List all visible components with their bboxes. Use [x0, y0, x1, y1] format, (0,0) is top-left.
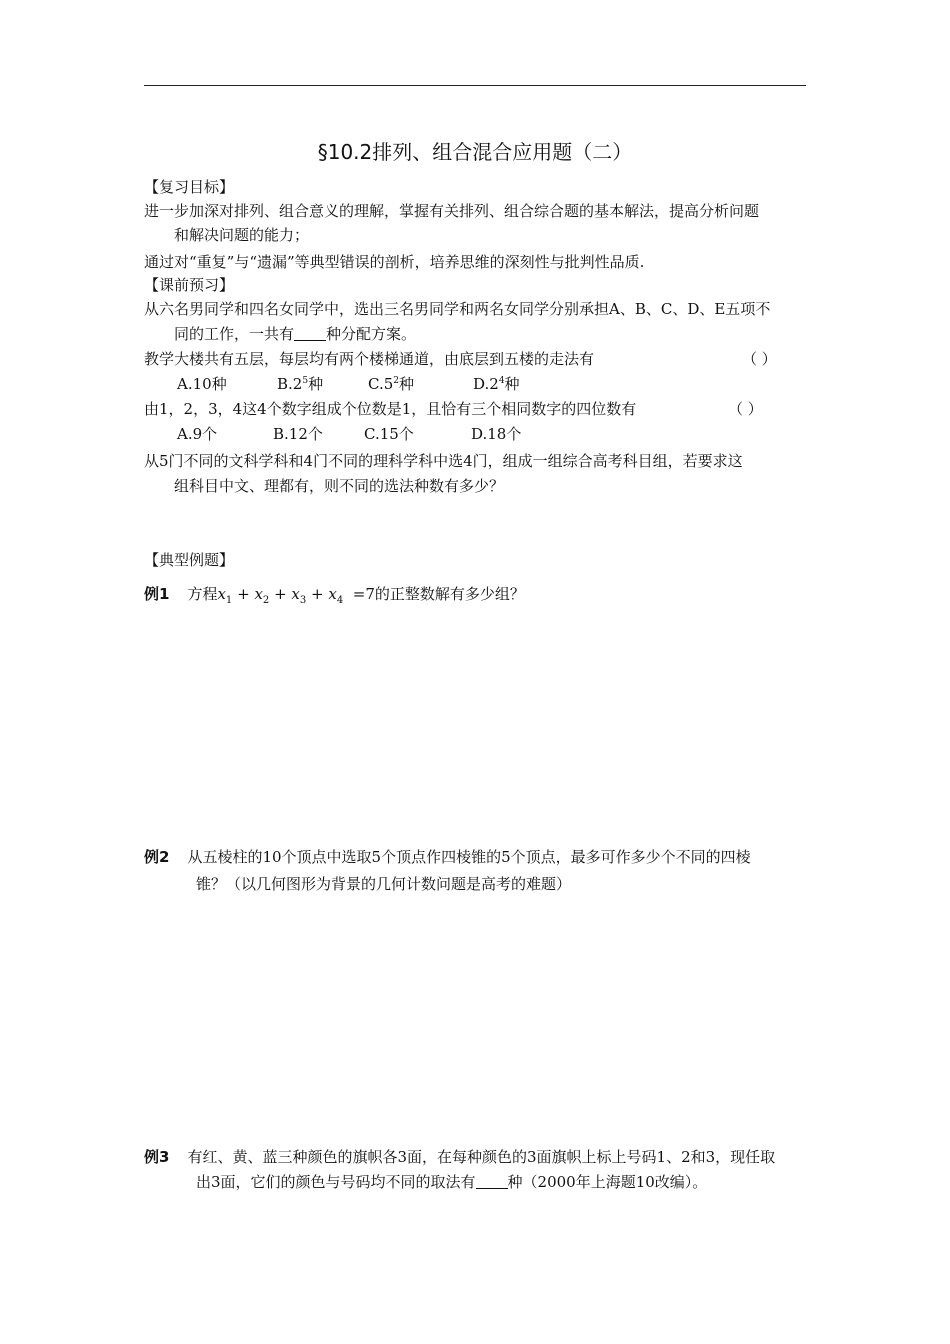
examples-heading: 【典型例题】 [144, 551, 235, 569]
preview-q4: 从5门不同的文科学科和4门不同的理科学科中选4门，组成一组综合高考科目组，若要求这 [144, 452, 743, 470]
example-3 [144, 1146, 806, 1168]
example-1-equation: $x_1 + x_2 + x_3 + x_4 =7$ [217, 585, 375, 606]
preview-q1-cont [144, 323, 836, 345]
preview-heading: 【课前预习】 [144, 276, 235, 294]
example-3-text-pre: 出3面，它们的颜色与号码均不同的取法有 [196, 1173, 476, 1191]
page-title: §10.2排列、组合混合应用题（二） [317, 140, 633, 164]
review-goal-1-cont: 和解决问题的能力； [174, 226, 310, 244]
q2-option-c[interactable]: $C.5^2$种 [368, 375, 415, 393]
q3-option-d[interactable]: D.18个 [471, 425, 522, 443]
example-2-cont: 锥？（以几何图形为背景的几何计数问题是高考的难题） [196, 875, 572, 893]
example-3-cont [144, 1171, 858, 1193]
preview-q4-cont: 组科目中文、理都有，则不同的选法种数有多少？ [174, 477, 505, 495]
q1-text-post: 种分配方案。 [326, 325, 417, 343]
review-goal-2: 通过对“重复”与“遗漏”等典型错误的剖析，培养思维的深刻性与批判性品质. [144, 253, 645, 271]
review-goal-1: 进一步加深对排列、组合意义的理解，掌握有关排列、组合综合题的基本解法，提高分析问题 [144, 202, 760, 220]
q2-option-d[interactable]: $D.2^4$种 [473, 375, 520, 393]
example-1-pre: 方程 [187, 585, 218, 603]
example-3-label: 例3 [144, 1148, 170, 1166]
q3-answer-paren[interactable]: （ ） [728, 400, 763, 418]
q2-option-a[interactable]: A.10种 [177, 375, 227, 393]
example-2-text: 从五棱柱的10个顶点中选取5个顶点作四棱锥的5个顶点，最多可作多少个不同的四棱 [187, 848, 751, 866]
q3-option-a[interactable]: A.9个 [177, 425, 218, 443]
preview-q3: 由1，2，3，4这4个数字组成个位数是1，且恰有三个相同数字的四位数有 [144, 400, 637, 418]
preview-q2: 教学大楼共有五层，每层均有两个楼梯通道，由底层到五楼的走法有 [144, 350, 595, 368]
q2-answer-paren[interactable]: （ ） [742, 350, 777, 368]
example-1-post: 的正整数解有多少组？ [374, 585, 525, 603]
q1-text-pre: 同的工作，一共有 [174, 325, 295, 343]
preview-q1: 从六名男同学和四名女同学中，选出三名男同学和两名女同学分别承担A、B、C、D、E五项不 [144, 300, 771, 318]
example-2-label: 例2 [144, 848, 170, 866]
example-3-answer-blank[interactable] [476, 1174, 508, 1189]
q2-option-b[interactable]: $B.2^5$种 [277, 375, 324, 393]
example-3-text-post: 种（2000年上海题10改编）。 [507, 1173, 708, 1191]
q3-option-c[interactable]: C.15个 [364, 425, 414, 443]
example-1-label: 例1 [144, 585, 170, 603]
q3-option-b[interactable]: B.12个 [273, 425, 323, 443]
example-1 [144, 581, 806, 607]
review-heading: 【复习目标】 [144, 178, 235, 196]
example-3-text: 有红、黄、蓝三种颜色的旗帜各3面，在每种颜色的3面旗帜上标上号码1、2和3，现任取 [187, 1148, 776, 1166]
q1-answer-blank[interactable] [294, 326, 326, 341]
header-rule [144, 85, 806, 86]
example-2 [144, 846, 806, 868]
